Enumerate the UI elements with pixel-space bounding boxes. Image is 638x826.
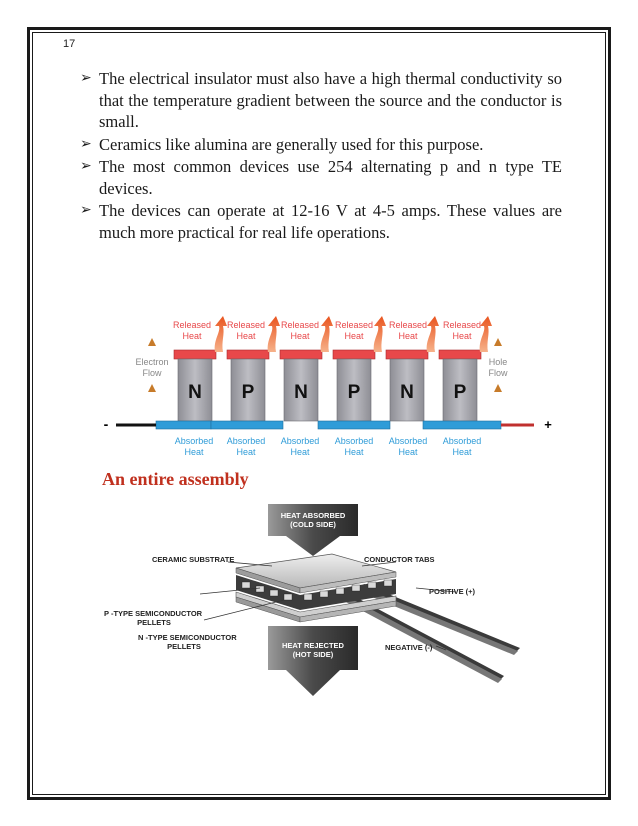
released-heat-arrow-icon xyxy=(215,316,227,352)
absorbed-heat-label: Heat xyxy=(184,447,204,457)
released-heat-label: Released xyxy=(334,320,374,330)
heat-absorbed-arrow xyxy=(268,504,358,556)
top-conductor xyxy=(227,350,269,359)
released-heat-arrow-icon xyxy=(268,316,280,352)
heat-absorbed-label: HEAT ABSORBED xyxy=(280,511,346,520)
top-conductor xyxy=(439,350,481,359)
plus-sign: + xyxy=(544,417,552,432)
p-type-label: P -TYPE SEMICONDUCTOR xyxy=(104,609,203,618)
electron-flow-label: Flow xyxy=(142,368,162,378)
hole-flow-label: Flow xyxy=(488,368,508,378)
assembly-diagram xyxy=(100,498,540,700)
arrow-bullet-icon: ➢ xyxy=(80,202,92,218)
released-heat-label: Heat xyxy=(182,331,202,341)
pellet-type-label: N xyxy=(400,382,414,403)
released-heat-label: Released xyxy=(172,320,212,330)
top-conductor xyxy=(280,350,322,359)
hole-flow-arrow-icon xyxy=(494,338,502,346)
heat-rejected-label: HEAT REJECTED xyxy=(282,641,344,650)
page-number: 17 xyxy=(63,38,76,50)
leads xyxy=(340,584,520,683)
top-conductor xyxy=(174,350,216,359)
absorbed-heat-label: Heat xyxy=(398,447,418,457)
absorbed-heat-label: Heat xyxy=(344,447,364,457)
arrow-bullet-icon: ➢ xyxy=(80,135,92,152)
bottom-conductor xyxy=(423,421,501,429)
released-heat-arrow-icon xyxy=(480,316,492,352)
arrow-bullet-icon: ➢ xyxy=(80,70,92,86)
n-type-pellets-label: PELLETS xyxy=(167,642,201,651)
released-heat-arrow-icon xyxy=(321,316,333,352)
hole-flow-arrow-icon xyxy=(494,384,502,392)
bullet-item xyxy=(78,200,562,243)
heat-rejected-arrow xyxy=(268,626,358,696)
released-heat-label: Released xyxy=(388,320,428,330)
bullet-text: The most common devices use 254 alternating p and n type TE devices. xyxy=(99,157,562,198)
released-heat-label: Released xyxy=(280,320,320,330)
negative-label: NEGATIVE (-) xyxy=(385,643,433,652)
bottom-conductor xyxy=(156,421,211,429)
cold-side-label: (COLD SIDE) xyxy=(290,520,336,529)
electron-flow-arrow-icon xyxy=(148,338,156,346)
pellet-type-label: P xyxy=(241,382,255,403)
released-heat-label: Heat xyxy=(398,331,418,341)
pellet-type-label: N xyxy=(294,382,308,403)
released-heat-arrow-icon xyxy=(374,316,386,352)
pellet-type-label: N xyxy=(188,382,202,403)
absorbed-heat-label: Absorbed xyxy=(226,436,266,446)
pellet-type-label: P xyxy=(453,382,467,403)
absorbed-heat-label: Absorbed xyxy=(442,436,482,446)
conductor-tabs-label: CONDUCTOR TABS xyxy=(364,555,435,564)
bullet-text: Ceramics like alumina are generally used for this purpose. xyxy=(99,134,484,154)
bullet-text: The electrical insulator must also have a high thermal conductivity so that the temperature gradient between the source and the conductor is small. xyxy=(99,69,562,131)
peltier-diagram xyxy=(96,312,566,470)
n-type-label: N -TYPE SEMICONDUCTOR xyxy=(138,633,237,642)
electron-flow-arrow-icon xyxy=(148,384,156,392)
bottom-conductor xyxy=(211,421,283,429)
positive-label: POSITIVE (+) xyxy=(429,587,476,596)
bullet-list xyxy=(78,68,562,244)
absorbed-heat-label: Absorbed xyxy=(174,436,214,446)
pellet-type-label: P xyxy=(347,382,361,403)
hole-flow-label: Hole xyxy=(488,357,508,367)
absorbed-heat-label: Heat xyxy=(452,447,472,457)
arrow-bullet-icon: ➢ xyxy=(80,158,92,174)
released-heat-label: Heat xyxy=(236,331,256,341)
absorbed-heat-label: Heat xyxy=(290,447,310,457)
absorbed-heat-label: Absorbed xyxy=(280,436,320,446)
released-heat-label: Heat xyxy=(344,331,364,341)
electron-flow-label: Electron xyxy=(135,357,169,367)
released-heat-label: Heat xyxy=(290,331,310,341)
absorbed-heat-label: Heat xyxy=(236,447,256,457)
released-heat-label: Released xyxy=(442,320,482,330)
bullet-text: The devices can operate at 12-16 V at 4-5 amps. These values are much more practical for real life operations. xyxy=(99,201,562,242)
p-type-pellets-label: PELLETS xyxy=(137,618,171,627)
absorbed-heat-label: Absorbed xyxy=(388,436,428,446)
absorbed-heat-label: Absorbed xyxy=(334,436,374,446)
top-conductor xyxy=(386,350,428,359)
bullet-item xyxy=(78,68,562,133)
top-conductor xyxy=(333,350,375,359)
bullet-item xyxy=(78,134,562,156)
ceramic-substrate-label: CERAMIC SUBSTRATE xyxy=(152,555,235,564)
released-heat-label: Released xyxy=(226,320,266,330)
released-heat-label: Heat xyxy=(452,331,472,341)
released-heat-arrow-icon xyxy=(427,316,439,352)
section-title: An entire assembly xyxy=(102,469,249,489)
bottom-conductor xyxy=(318,421,390,429)
hot-side-label: (HOT SIDE) xyxy=(292,650,334,659)
minus-sign: - xyxy=(103,416,109,432)
bullet-item xyxy=(78,156,562,199)
